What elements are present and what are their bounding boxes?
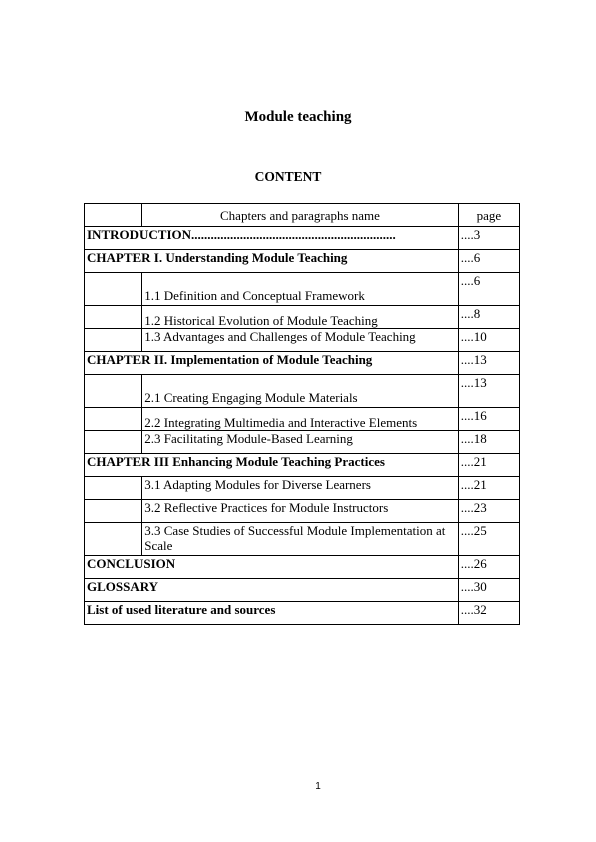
content-heading: CONTENT xyxy=(254,169,322,184)
toc-indent-cell xyxy=(85,431,142,454)
toc-indent-cell xyxy=(85,500,142,523)
toc-page-ref: ....10 xyxy=(458,329,519,352)
toc-row xyxy=(85,431,520,454)
toc-page-ref: ....23 xyxy=(458,500,519,523)
toc-row xyxy=(85,375,520,408)
toc-page-ref: ....18 xyxy=(458,431,519,454)
toc-page-ref: ....16 xyxy=(458,408,519,431)
toc-section-title: 2.1 Creating Engaging Module Materials xyxy=(142,375,458,408)
toc-row xyxy=(85,579,520,602)
toc-page-ref: ....6 xyxy=(458,250,519,273)
toc-row xyxy=(85,352,520,375)
toc-section-title: 1.1 Definition and Conceptual Framework xyxy=(142,273,458,306)
toc-indent-cell xyxy=(85,408,142,431)
toc-page-ref: ....21 xyxy=(458,477,519,500)
toc-row xyxy=(85,227,520,250)
toc-chapter-title: GLOSSARY xyxy=(85,579,459,602)
toc-section-title: 3.1 Adapting Modules for Diverse Learners xyxy=(142,477,458,500)
toc-row xyxy=(85,306,520,329)
toc-indent-cell xyxy=(85,273,142,306)
toc-section-title: 1.2 Historical Evolution of Module Teaching xyxy=(142,306,458,329)
toc-section-title: 3.2 Reflective Practices for Module Instructors xyxy=(142,500,458,523)
toc-page-ref: ....26 xyxy=(458,556,519,579)
toc-section-title: 2.3 Facilitating Module-Based Learning xyxy=(142,431,458,454)
toc-row xyxy=(85,273,520,306)
toc-chapter-title: CONCLUSION xyxy=(85,556,459,579)
toc-section-title: 2.2 Integrating Multimedia and Interactive Elements xyxy=(142,408,458,431)
table-of-contents xyxy=(84,203,520,625)
toc-header-page: page xyxy=(458,204,519,227)
toc-row xyxy=(85,602,520,625)
toc-header-spacer-cell xyxy=(85,204,142,227)
toc-row xyxy=(85,454,520,477)
toc-page-ref: ....3 xyxy=(458,227,519,250)
toc-header-chapters: Chapters and paragraphs name xyxy=(142,204,458,227)
toc-page-ref: ....8 xyxy=(458,306,519,329)
toc-row xyxy=(85,523,520,556)
toc-row xyxy=(85,556,520,579)
toc-row xyxy=(85,500,520,523)
toc-chapter-title: List of used literature and sources xyxy=(85,602,459,625)
toc-section-title: 3.3 Case Studies of Successful Module Implementation at Scale xyxy=(142,523,458,556)
page-number: 1 xyxy=(315,781,321,792)
toc-row xyxy=(85,250,520,273)
toc-chapter-title: INTRODUCTION............................................................... xyxy=(85,227,459,250)
document-title: Module teaching xyxy=(244,109,352,125)
toc-row xyxy=(85,329,520,352)
toc-chapter-title: CHAPTER II. Implementation of Module Teaching xyxy=(85,352,459,375)
toc-chapter-title: CHAPTER I. Understanding Module Teaching xyxy=(85,250,459,273)
toc-page-ref: ....21 xyxy=(458,454,519,477)
toc-header-row xyxy=(85,204,520,227)
toc-indent-cell xyxy=(85,329,142,352)
toc-page-ref: ....6 xyxy=(458,273,519,306)
toc-page-ref: ....30 xyxy=(458,579,519,602)
toc-page-ref: ....25 xyxy=(458,523,519,556)
toc-page-ref: ....32 xyxy=(458,602,519,625)
toc-section-title: 1.3 Advantages and Challenges of Module Teaching xyxy=(142,329,458,352)
toc-indent-cell xyxy=(85,375,142,408)
toc-page-ref: ....13 xyxy=(458,352,519,375)
toc-indent-cell xyxy=(85,306,142,329)
toc-indent-cell xyxy=(85,477,142,500)
toc-row xyxy=(85,477,520,500)
toc-chapter-title: CHAPTER III Enhancing Module Teaching Practices xyxy=(85,454,459,477)
toc-indent-cell xyxy=(85,523,142,556)
toc-page-ref: ....13 xyxy=(458,375,519,408)
toc-row xyxy=(85,408,520,431)
